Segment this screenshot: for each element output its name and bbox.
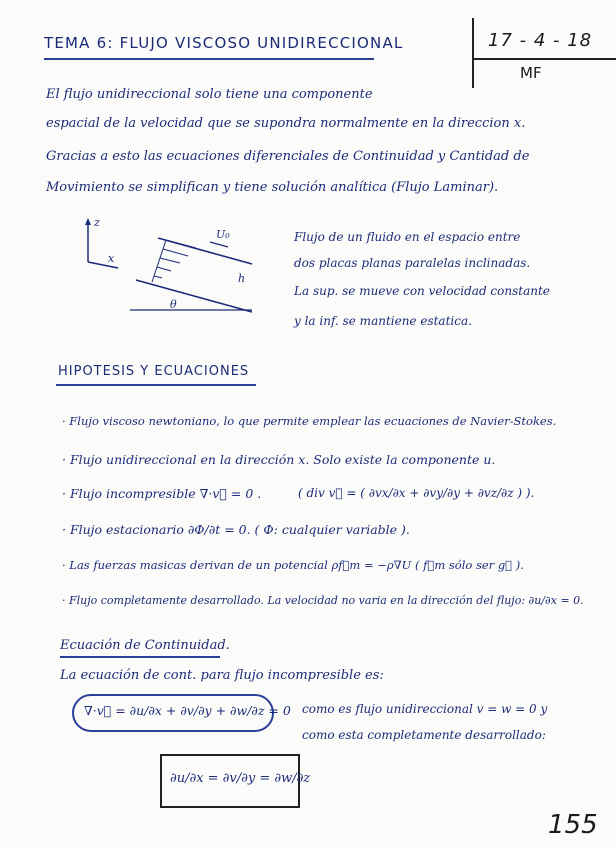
- hypothesis-divergence: ( div v⃗ = ( ∂vx/∂x + ∂vy/∂y + ∂vz/∂z ) ).: [298, 486, 535, 500]
- hypothesis-stationary: · Flujo estacionario ∂Φ/∂t = 0. ( Φ: cualquier variable ).: [62, 522, 410, 537]
- hypothesis-newtonian: · Flujo viscoso newtoniano, lo que permite emplear las ecuaciones de Navier-Stokes.: [62, 414, 557, 428]
- z-axis-label: z: [94, 216, 100, 229]
- diagram-caption-1: Flujo de un fluido en el espacio entre: [294, 230, 521, 244]
- hypothesis-fully-developed: · Flujo completamente desarrollado. La velocidad no varia en la dirección del flujo: ∂u/∂x = 0.: [62, 594, 584, 607]
- result-equation: ∂u/∂x = ∂v/∂y = ∂w/∂z: [170, 771, 311, 786]
- initials-label: MF: [520, 64, 542, 82]
- inclined-plates-diagram: [70, 212, 270, 322]
- continuity-note-2: como esta completamente desarrollado:: [302, 728, 546, 742]
- h-label: h: [238, 272, 246, 285]
- intro-line-1: El flujo unidireccional solo tiene una componente: [46, 87, 373, 102]
- hypothesis-incompressible: · Flujo incompresible ∇·v⃗ = 0 .: [62, 486, 262, 501]
- hypothesis-unidirectional: · Flujo unidireccional en la dirección x. Solo existe la componente u.: [62, 452, 496, 467]
- z-arrowhead: [85, 218, 91, 225]
- hypotheses-heading: HIPOTESIS Y ECUACIONES: [58, 364, 250, 379]
- theta-label: θ: [170, 298, 177, 311]
- header-divider-horizontal: [472, 58, 616, 60]
- x-axis-label: x: [108, 252, 115, 265]
- continuity-note-1: como es flujo unidireccional v = w = 0 y: [302, 702, 548, 716]
- u0-label: U₀: [216, 228, 230, 241]
- intro-line-2: espacial de la velocidad que se supondra normalmente en la direccion x.: [46, 116, 526, 131]
- u0-arrow: [210, 242, 228, 247]
- page-title: TEMA 6: FLUJO VISCOSO UNIDIRECCIONAL: [44, 34, 404, 52]
- date-label: 17 - 4 - 18: [488, 30, 593, 51]
- hypothesis-body-forces: · Las fuerzas masicas derivan de un potencial ρf⃗m = −ρ∇U ( f⃗m sólo ser g⃗ ).: [62, 558, 524, 572]
- intro-line-4: Movimiento se simplifican y tiene solución analítica (Flujo Laminar).: [46, 180, 499, 195]
- continuity-intro: La ecuación de cont. para flujo incompresible es:: [60, 668, 384, 683]
- continuity-underline: [60, 656, 220, 658]
- continuity-heading: Ecuación de Continuidad.: [60, 638, 230, 653]
- continuity-equation: ∇·v⃗ = ∂u/∂x + ∂v/∂y + ∂w/∂z = 0: [84, 703, 291, 718]
- velocity-profile: [152, 240, 196, 282]
- hypotheses-underline: [56, 384, 256, 386]
- lower-plate: [136, 280, 252, 312]
- diagram-caption-3: La sup. se mueve con velocidad constante: [294, 284, 550, 298]
- diagram-caption-4: y la inf. se mantiene estatica.: [294, 314, 472, 328]
- header-divider-vertical: [472, 18, 474, 88]
- title-underline: [44, 58, 374, 60]
- page-number: 155: [548, 810, 598, 840]
- intro-line-3: Gracias a esto las ecuaciones diferenciales de Continuidad y Cantidad de: [46, 149, 530, 164]
- diagram-caption-2: dos placas planas paralelas inclinadas.: [294, 256, 531, 270]
